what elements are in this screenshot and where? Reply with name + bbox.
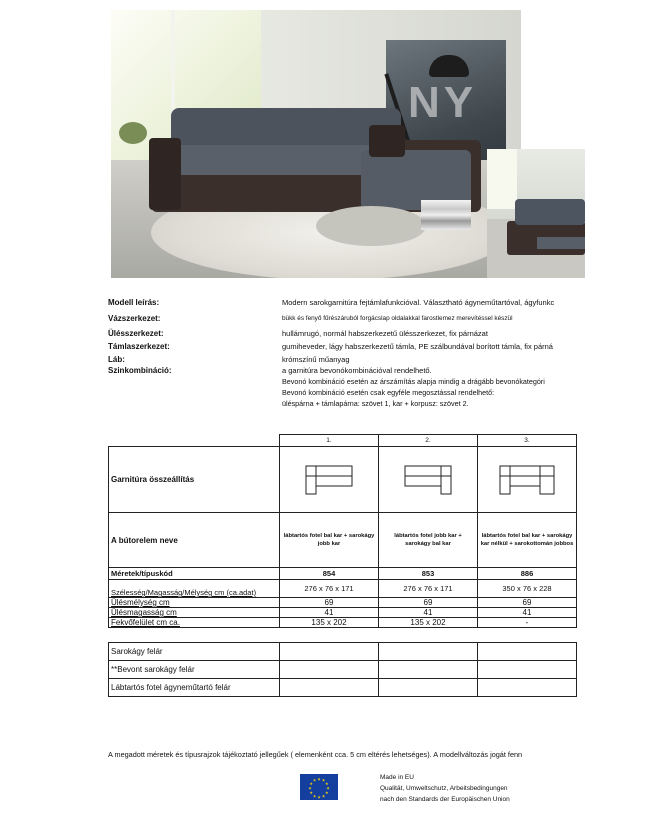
svg-text:★: ★ bbox=[325, 790, 329, 795]
sofa-diagram bbox=[280, 447, 379, 513]
eu-stars-icon bbox=[300, 774, 338, 800]
table-cell: 41 bbox=[379, 608, 478, 618]
spec-value: Modern sarokgarnitúra fejtámlafunkcióval. Választható ágyneműtartóval, ágyfunkc bbox=[282, 298, 555, 307]
spec-label: Modell leírás: bbox=[108, 298, 160, 307]
corner-sofa-left-icon bbox=[298, 462, 360, 498]
quality-label: Qualität, Umweltschutz, Arbeitsbedingungen bbox=[380, 785, 508, 792]
spec-row bbox=[108, 314, 584, 326]
row-label: A bútorelem neve bbox=[109, 513, 280, 568]
made-in-eu-text bbox=[380, 772, 510, 805]
table-cell: 69 bbox=[478, 598, 577, 608]
sofa-diagram bbox=[478, 447, 577, 513]
spec-label: Vázszerkezet: bbox=[108, 314, 161, 323]
table-row bbox=[109, 598, 577, 608]
spec-note: Bevonó kombináció esetén az árszámítás alapja mindig a drágább bevonókategóri bbox=[282, 377, 545, 386]
product-photo-inset bbox=[487, 149, 585, 278]
svg-text:★: ★ bbox=[321, 793, 326, 799]
row-label: Szélesség/Magasság/Mélység cm (ca.adat) bbox=[109, 580, 280, 598]
spec-value: a garnitúra bevonókombinációval rendelhető. bbox=[282, 366, 432, 375]
row-label: Méretek/típuskód bbox=[109, 568, 280, 580]
table-cell: - bbox=[478, 618, 577, 628]
row-label: Garnitúra összeállítás bbox=[109, 447, 280, 513]
surcharge-table bbox=[108, 642, 577, 697]
svg-text:★: ★ bbox=[309, 781, 313, 786]
made-in-label: Made in EU bbox=[380, 774, 414, 781]
table-cell: 69 bbox=[379, 598, 478, 608]
spec-value: bükk és fenyő fűrészáruból forgácslap oldalakkal farostlemez merevítéssel készül bbox=[282, 315, 513, 322]
row-label: Fekvőfelület cm ca. bbox=[109, 618, 280, 628]
poster-text: NY bbox=[408, 78, 478, 127]
table-row bbox=[109, 661, 577, 679]
table-cell bbox=[478, 679, 577, 697]
spec-label: Szinkombináció: bbox=[108, 366, 172, 375]
spec-row bbox=[108, 298, 584, 310]
sofa-armrest-right bbox=[369, 125, 405, 157]
row-label: **Bevont sarokágy felár bbox=[109, 661, 280, 679]
table-row bbox=[109, 513, 577, 568]
svg-text:★: ★ bbox=[312, 793, 317, 799]
spec-value: krómszínű műanyag bbox=[282, 355, 350, 364]
table-corner bbox=[109, 435, 280, 447]
u-sofa-icon bbox=[494, 462, 560, 498]
row-label: Lábtartós fotel ágyneműtartó felár bbox=[109, 679, 280, 697]
table-cell bbox=[280, 643, 379, 661]
table-cell: 350 x 76 x 228 bbox=[478, 580, 577, 598]
table-cell bbox=[478, 661, 577, 679]
table-cell: 135 x 202 bbox=[379, 618, 478, 628]
svg-text:★: ★ bbox=[326, 785, 330, 791]
table-cell: 853 bbox=[379, 568, 478, 580]
book-stack bbox=[421, 200, 471, 230]
floor-cushion bbox=[316, 206, 426, 246]
table-cell bbox=[280, 661, 379, 679]
spec-value: gumiheveder, lágy habszerkezetű támla, PE szálbundával borított támla, fix párná bbox=[282, 342, 553, 351]
table-cell: lábtartós fotel bal kar + sarokágy jobb kar bbox=[280, 513, 379, 568]
table-header-row bbox=[109, 435, 577, 447]
inset-sofa-back bbox=[515, 199, 585, 225]
column-number: 3. bbox=[478, 435, 577, 447]
column-number: 1. bbox=[280, 435, 379, 447]
corner-sofa-right-icon bbox=[397, 462, 459, 498]
svg-text:★: ★ bbox=[308, 785, 312, 791]
table-row bbox=[109, 447, 577, 513]
row-label: Ülésmagasság cm bbox=[109, 608, 280, 618]
column-number: 2. bbox=[379, 435, 478, 447]
configuration-table bbox=[108, 434, 577, 628]
table-cell: 69 bbox=[280, 598, 379, 608]
table-row bbox=[109, 580, 577, 598]
spec-row bbox=[108, 329, 584, 341]
spec-label: Láb: bbox=[108, 355, 125, 364]
table-cell bbox=[379, 661, 478, 679]
table-cell: lábtartós fotel bal kar + sarokágy kar nélkül + sarokottomán jobbos bbox=[478, 513, 577, 568]
table-cell: 41 bbox=[280, 608, 379, 618]
table-cell bbox=[379, 679, 478, 697]
row-label: Ülésmélység cm bbox=[109, 598, 280, 608]
table-cell: 854 bbox=[280, 568, 379, 580]
spec-label: Támlaszerkezet: bbox=[108, 342, 170, 351]
inset-bed-function bbox=[537, 237, 585, 249]
table-row bbox=[109, 618, 577, 628]
table-row bbox=[109, 568, 577, 580]
svg-text:★: ★ bbox=[317, 776, 321, 782]
table-row bbox=[109, 679, 577, 697]
svg-text:★: ★ bbox=[312, 777, 317, 783]
spec-note: üléspárna + támlapárna: szövet 1, kar + korpusz: szövet 2. bbox=[282, 399, 469, 408]
standards-label: nach den Standards der Europäischen Union bbox=[380, 796, 510, 803]
sofa-seat bbox=[173, 145, 373, 175]
sofa-armrest-left bbox=[149, 138, 181, 210]
table-cell: 276 x 76 x 171 bbox=[280, 580, 379, 598]
table-cell: 41 bbox=[478, 608, 577, 618]
table-row bbox=[109, 643, 577, 661]
table-cell bbox=[478, 643, 577, 661]
table-cell bbox=[280, 679, 379, 697]
spec-note: Bevonó kombináció esetén csak egyféle megosztással rendelhető: bbox=[282, 388, 495, 397]
svg-text:★: ★ bbox=[321, 777, 326, 783]
row-label: Sarokágy felár bbox=[109, 643, 280, 661]
spec-value: hullámrugó, normál habszerkezetű ülésszerkezet, fix párnázat bbox=[282, 329, 488, 338]
table-cell: 135 x 202 bbox=[280, 618, 379, 628]
table-cell: lábtartós fotel jobb kar + sarokágy bal kar bbox=[379, 513, 478, 568]
spec-label: Ülésszerkezet: bbox=[108, 329, 164, 338]
sofa-diagram bbox=[379, 447, 478, 513]
disclaimer: A megadott méretek és típusrajzok tájékoztató jellegűek ( elemenként cca. 5 cm eltérés lehetséges). A modellváltozás jogát fenn bbox=[108, 750, 523, 759]
svg-text:★: ★ bbox=[317, 794, 321, 800]
svg-text:★: ★ bbox=[309, 790, 313, 795]
eu-flag-icon bbox=[300, 774, 338, 800]
spec-row bbox=[108, 342, 584, 354]
plant bbox=[119, 122, 147, 144]
svg-text:★: ★ bbox=[325, 781, 329, 786]
table-cell bbox=[379, 643, 478, 661]
product-photo bbox=[111, 10, 521, 278]
inset-window bbox=[487, 149, 517, 209]
table-cell: 276 x 76 x 171 bbox=[379, 580, 478, 598]
table-row bbox=[109, 608, 577, 618]
table-cell: 886 bbox=[478, 568, 577, 580]
